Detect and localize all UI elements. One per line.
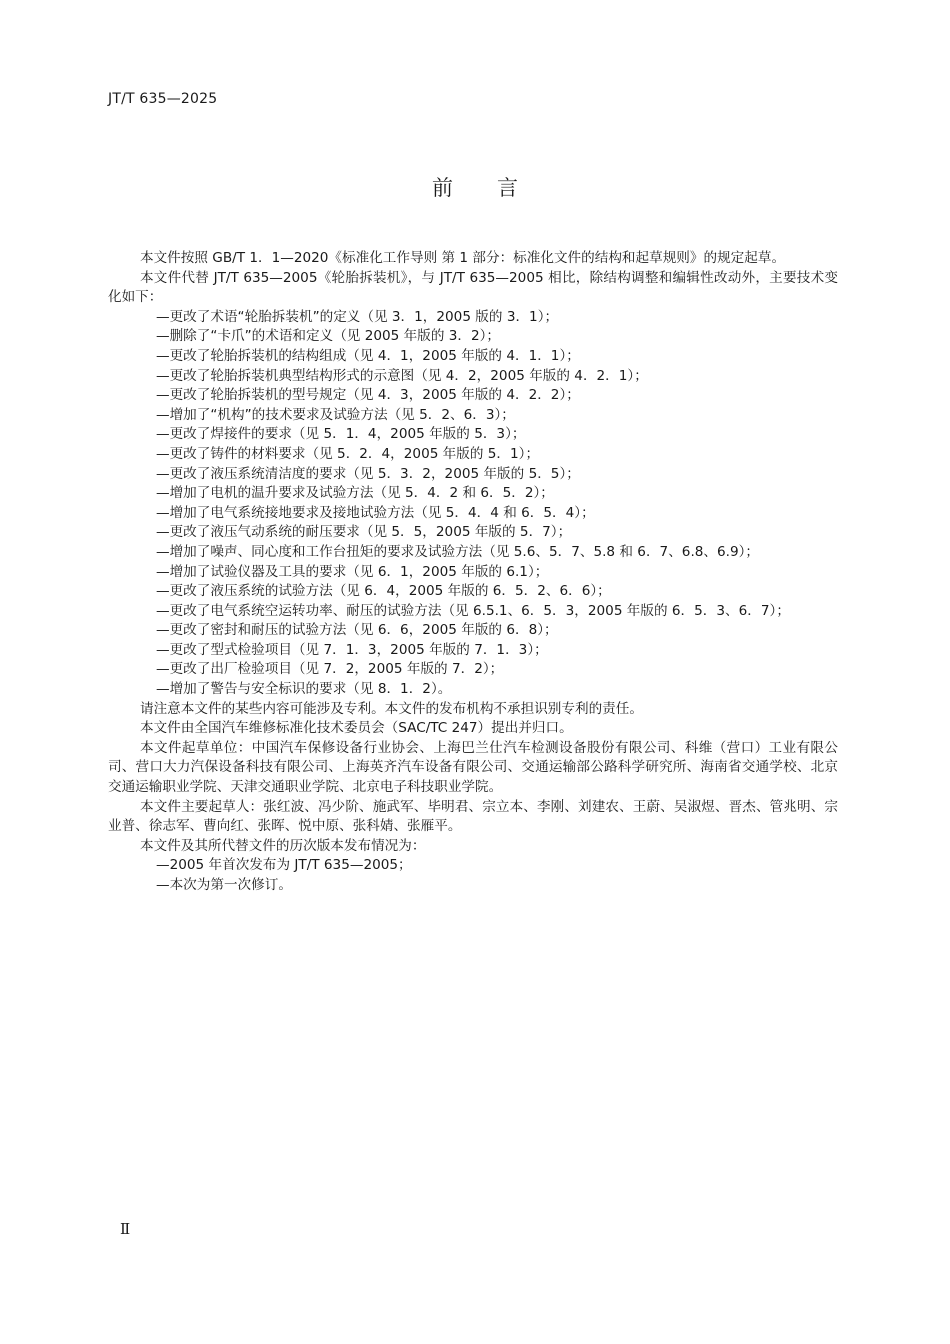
list-item: —增加了试验仪器及工具的要求（见 6．1，2005 年版的 6.1）； <box>156 563 549 580</box>
list-item: —增加了电机的温升要求及试验方法（见 5．4．2 和 6．5．2）； <box>156 485 554 502</box>
list-item: —增加了“机构”的技术要求及试验方法（见 5．2、6．3）； <box>156 406 515 423</box>
list-item: —更改了密封和耐压的试验方法（见 6．6，2005 年版的 6．8）； <box>156 622 558 639</box>
page-title: 前言 <box>432 176 562 200</box>
list-item: —增加了警告与安全标识的要求（见 8．1．2）。 <box>156 681 452 698</box>
list-item: —更改了液压气动系统的耐压要求（见 5．5，2005 年版的 5．7）； <box>156 524 572 541</box>
list-item: —更改了电气系统空运转功率、耐压的试验方法（见 6.5.1、6．5．3，2005 年版的 6．5．3、6．7）； <box>156 602 790 619</box>
list-item: —更改了出厂检验项目（见 7．2，2005 年版的 7．2）； <box>156 661 504 678</box>
list-item: —本次为第一次修订。 <box>156 877 292 893</box>
patent-notice-paragraph: 请注意本文件的某些内容可能涉及专利。本文件的发布机构不承担识别专利的责任。 <box>140 700 643 717</box>
list-item: —更改了术语“轮胎拆装机”的定义（见 3．1，2005 版的 3．1）； <box>156 308 559 325</box>
foreword-body <box>108 249 838 896</box>
drafters-paragraph: 本文件主要起草人：张红波、冯少阶、施武军、毕明君、宗立本、李刚、刘建农、王蔚、吴淑煜、晋杰、管兆明、宗业普、徐志军、曹向红、张晖、悦中原、张科婧、张雁平。 <box>108 798 838 835</box>
technical-changes-list <box>108 308 838 700</box>
list-item: —更改了液压系统的试验方法（见 6．4，2005 年版的 6．5．2、6．6）； <box>156 583 611 600</box>
version-history-list <box>108 856 838 895</box>
list-item: —2005 年首次发布为 JT/T 635—2005； <box>156 857 412 874</box>
list-item: —更改了液压系统清洁度的要求（见 5．3．2，2005 年版的 5．5）； <box>156 465 580 482</box>
replacement-paragraph: 本文件代替 JT/T 635—2005《轮胎拆装机》，与 JT/T 635—2005 相比，除结构调整和编辑性改动外，主要技术变化如下： <box>108 269 838 306</box>
drafting-units-paragraph: 本文件起草单位：中国汽车保修设备行业协会、上海巴兰仕汽车检测设备股份有限公司、科维（营口）工业有限公司、营口大力汽保设备科技有限公司、上海英齐汽车设备有限公司、交通运输部公路科学研究所、海南省交通学校、北京交通运输职业学院、天津交通职业学院、北京电子科技职业学院。 <box>108 739 838 796</box>
list-item: —增加了电气系统接地要求及接地试验方法（见 5．4．4 和 6．5．4）； <box>156 504 595 521</box>
list-item: —更改了焊接件的要求（见 5．1．4，2005 年版的 5．3）； <box>156 426 526 443</box>
list-item: —更改了轮胎拆装机的结构组成（见 4．1，2005 年版的 4．1．1）； <box>156 347 580 364</box>
list-item: —更改了铸件的材料要求（见 5．2．4，2005 年版的 5．1）； <box>156 445 540 462</box>
list-item: —删除了“卡爪”的术语和定义（见 2005 年版的 3．2）； <box>156 328 501 345</box>
committee-paragraph: 本文件由全国汽车维修标准化技术委员会（SAC/TC 247）提出并归口。 <box>140 720 573 737</box>
list-item: —增加了噪声、同心度和工作台扭矩的要求及试验方法（见 5.6、5．7、5.8 和 6．7、6.8、6.9）； <box>156 543 760 560</box>
page-number: Ⅱ <box>120 1220 131 1238</box>
document-code: JT/T 635—2025 <box>108 91 218 107</box>
history-intro-paragraph: 本文件及其所代替文件的历次版本发布情况为： <box>140 837 426 854</box>
list-item: —更改了轮胎拆装机典型结构形式的示意图（见 4．2，2005 年版的 4．2．1）； <box>156 367 648 384</box>
drafting-rules-paragraph: 本文件按照 GB/T 1．1—2020《标准化工作导则 第 1 部分：标准化文件的结构和起草规则》的规定起草。 <box>140 250 786 266</box>
list-item: —更改了型式检验项目（见 7．1．3，2005 年版的 7．1．3）； <box>156 641 548 658</box>
list-item: —更改了轮胎拆装机的型号规定（见 4．3，2005 年版的 4．2．2）； <box>156 387 580 404</box>
